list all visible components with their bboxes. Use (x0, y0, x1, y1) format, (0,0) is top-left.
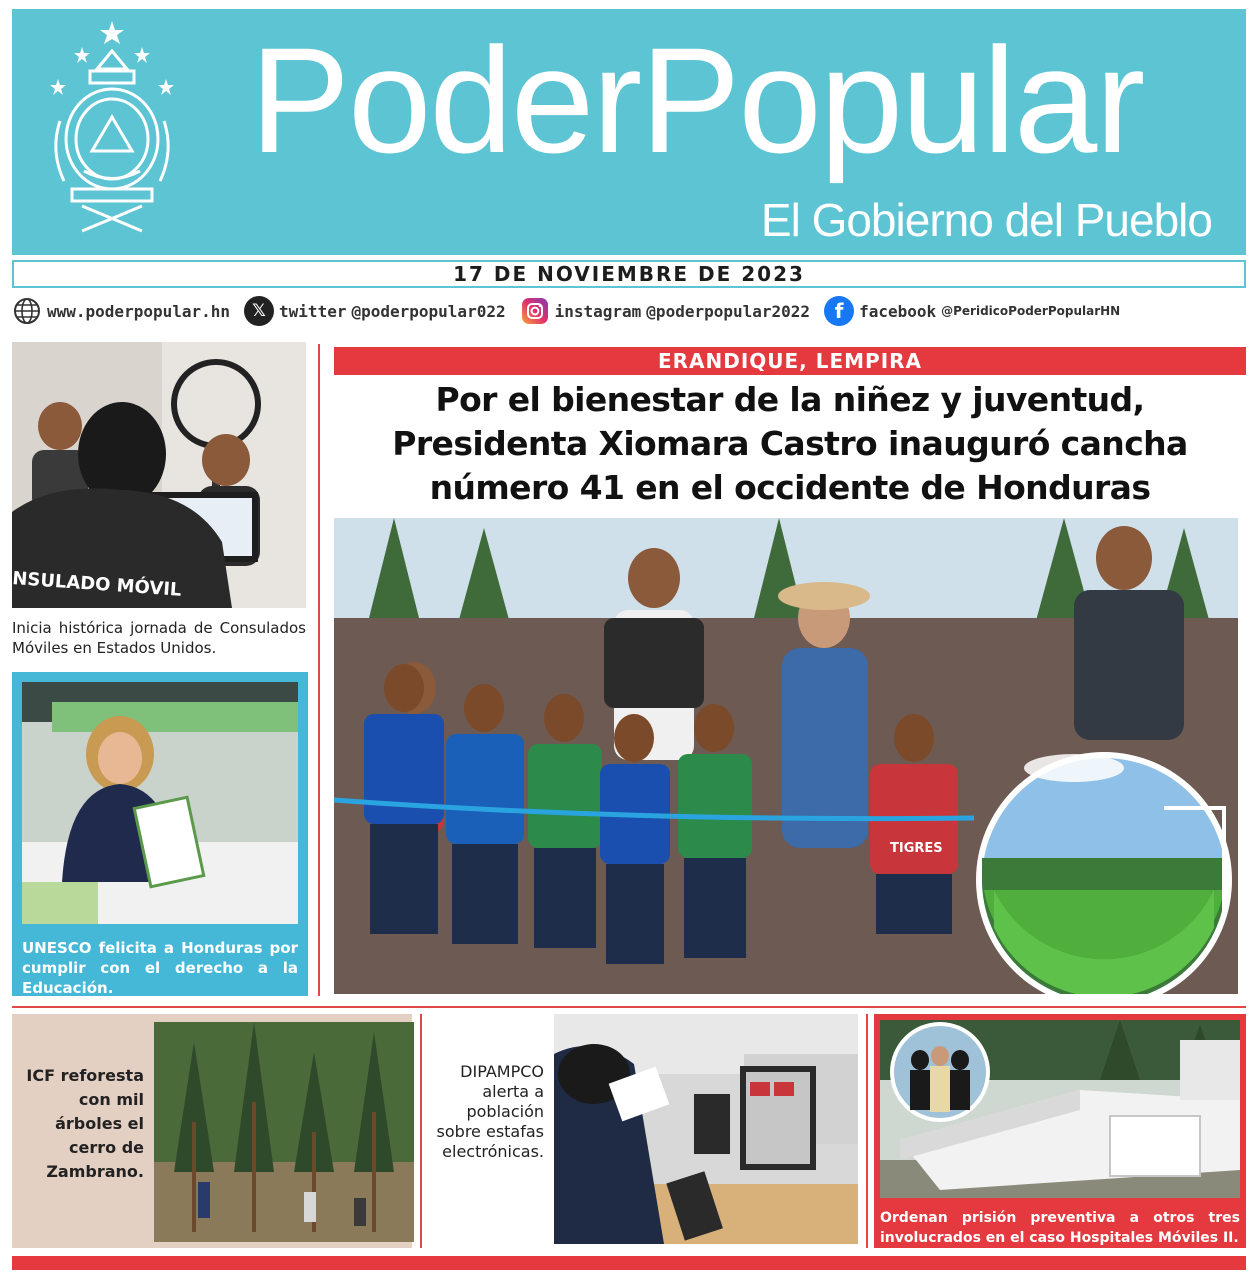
social-facebook[interactable] (824, 296, 1120, 326)
vest-text: NSULADO MÓVIL (12, 568, 183, 601)
facebook-handle: @PeridicoPoderPopularHN (941, 304, 1121, 318)
police-computer-photo (554, 1014, 858, 1244)
caption-dipampco: DIPAMPCO alerta a población sobre estafas electrónicas. (436, 1062, 544, 1161)
x-twitter-icon: 𝕏 (244, 296, 274, 326)
brand-first: Poder (250, 16, 641, 184)
footer-bar (12, 1256, 1246, 1270)
brand-second: Popular (640, 16, 1144, 184)
website-handle: www.poderpopular.hn (47, 301, 231, 321)
bottom-divider-1 (420, 1014, 422, 1248)
honduras-coat-of-arms-icon (42, 21, 182, 236)
masthead (12, 9, 1246, 255)
story-unesco[interactable] (12, 672, 308, 996)
date-bar (12, 260, 1246, 288)
story-icf[interactable] (12, 1014, 412, 1248)
social-links (12, 294, 1246, 328)
instagram-handle: @poderpopular2022 (646, 301, 811, 321)
main-kicker (334, 347, 1246, 375)
kicker-text: ERANDIQUE, LEMPIRA (657, 349, 923, 373)
caption-unesco: UNESCO felicita a Honduras por cumplir con el derecho a la Educación. (22, 939, 298, 997)
section-divider (12, 1006, 1246, 1008)
jersey-text: TIGRES (890, 841, 943, 856)
bottom-divider-2 (866, 1014, 868, 1248)
headline-line-3: número 41 en el occidente de Honduras (429, 468, 1151, 507)
social-instagram[interactable] (520, 296, 810, 326)
instagram-icon (520, 296, 550, 326)
globe-icon (12, 296, 42, 326)
column-divider (318, 344, 320, 996)
issue-date: 17 DE NOVIEMBRE DE 2023 (453, 262, 805, 286)
reforestation-photo (154, 1022, 414, 1242)
caption-hospitales: Ordenan prisión preventiva a otros tres involucrados en el caso Hospitales Móviles II. (880, 1210, 1240, 1246)
headline-line-1: Por el bienestar de la niñez y juventud, (435, 380, 1145, 419)
facebook-icon: f (824, 296, 854, 326)
tagline: El Gobierno del Pueblo (760, 194, 1212, 246)
consulado-movil-photo (12, 342, 306, 608)
unesco-photo (22, 682, 298, 924)
story-hospitales[interactable] (874, 1014, 1246, 1248)
caption-consulados: Inicia histórica jornada de Consulados Móviles en Estados Unidos. (12, 619, 306, 657)
caption-icf: ICF reforesta con mil árboles el cerro de Zambrano. (26, 1066, 144, 1181)
social-website[interactable] (12, 296, 230, 326)
facebook-label: facebook (859, 301, 937, 321)
twitter-handle: @poderpopular022 (351, 301, 506, 321)
social-twitter[interactable] (244, 296, 506, 326)
headline-line-2: Presidenta Xiomara Castro inauguró cancha (392, 424, 1188, 463)
instagram-label: instagram (554, 301, 642, 321)
mobile-hospitals-photo (880, 1020, 1240, 1198)
twitter-label: twitter (279, 301, 347, 321)
story-consulados[interactable] (12, 342, 306, 662)
brand-title (250, 16, 1144, 184)
main-headline[interactable] (334, 378, 1246, 510)
inauguration-photo (334, 518, 1238, 994)
